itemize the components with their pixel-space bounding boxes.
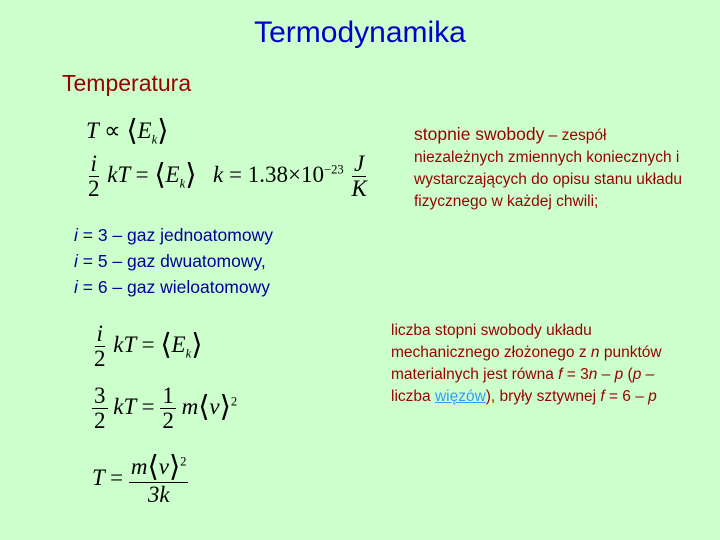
- formula-mean-energy: $\frac{i}{2}$ kT = $⟨E_k⟩$: [88, 151, 197, 202]
- formula-boltzmann-constant: $k = 1.38\times 10^{-23}$ $\frac{J}{K}$: [213, 151, 367, 202]
- definition-dof-count: liczba stopni swobody układu mechanicznego złożonego z n punktów materialnych jest równa f = 3n – p (p – liczba więzów), bryły sztywnej f = 6 – p: [391, 322, 662, 405]
- link-wiezow[interactable]: więzów: [434, 388, 486, 405]
- formula-proportionality: $T \propto ⟨E_k⟩$: [86, 115, 169, 147]
- dof-line: i = 3 – gaz jednoatomowy: [74, 225, 273, 245]
- dof-list: [74, 222, 273, 300]
- dof-line: i = 6 – gaz wieloatomowy: [74, 277, 271, 297]
- formula-energy-general: $\frac{i}{2}$ kT = $⟨E_k⟩$: [94, 321, 203, 372]
- slide-subtitle: Temperatura: [62, 70, 192, 96]
- slide-title: Termodynamika: [254, 16, 466, 49]
- formula-temperature: T = $\frac{m⟨v⟩^2}{3k}$: [92, 451, 187, 508]
- definition-degrees-of-freedom: stopnie swobody – zespół niezależnych zmiennych koniecznych i wystarczających do opisu stanu układu fizycznego w każdej chwili;: [414, 124, 682, 210]
- formula-kinetic-energy: $\frac{3}{2}$ kT = $\frac{1}{2}$ m⟨v⟩$^2$: [94, 383, 238, 434]
- dof-line: i = 5 – gaz dwuatomowy,: [74, 251, 266, 271]
